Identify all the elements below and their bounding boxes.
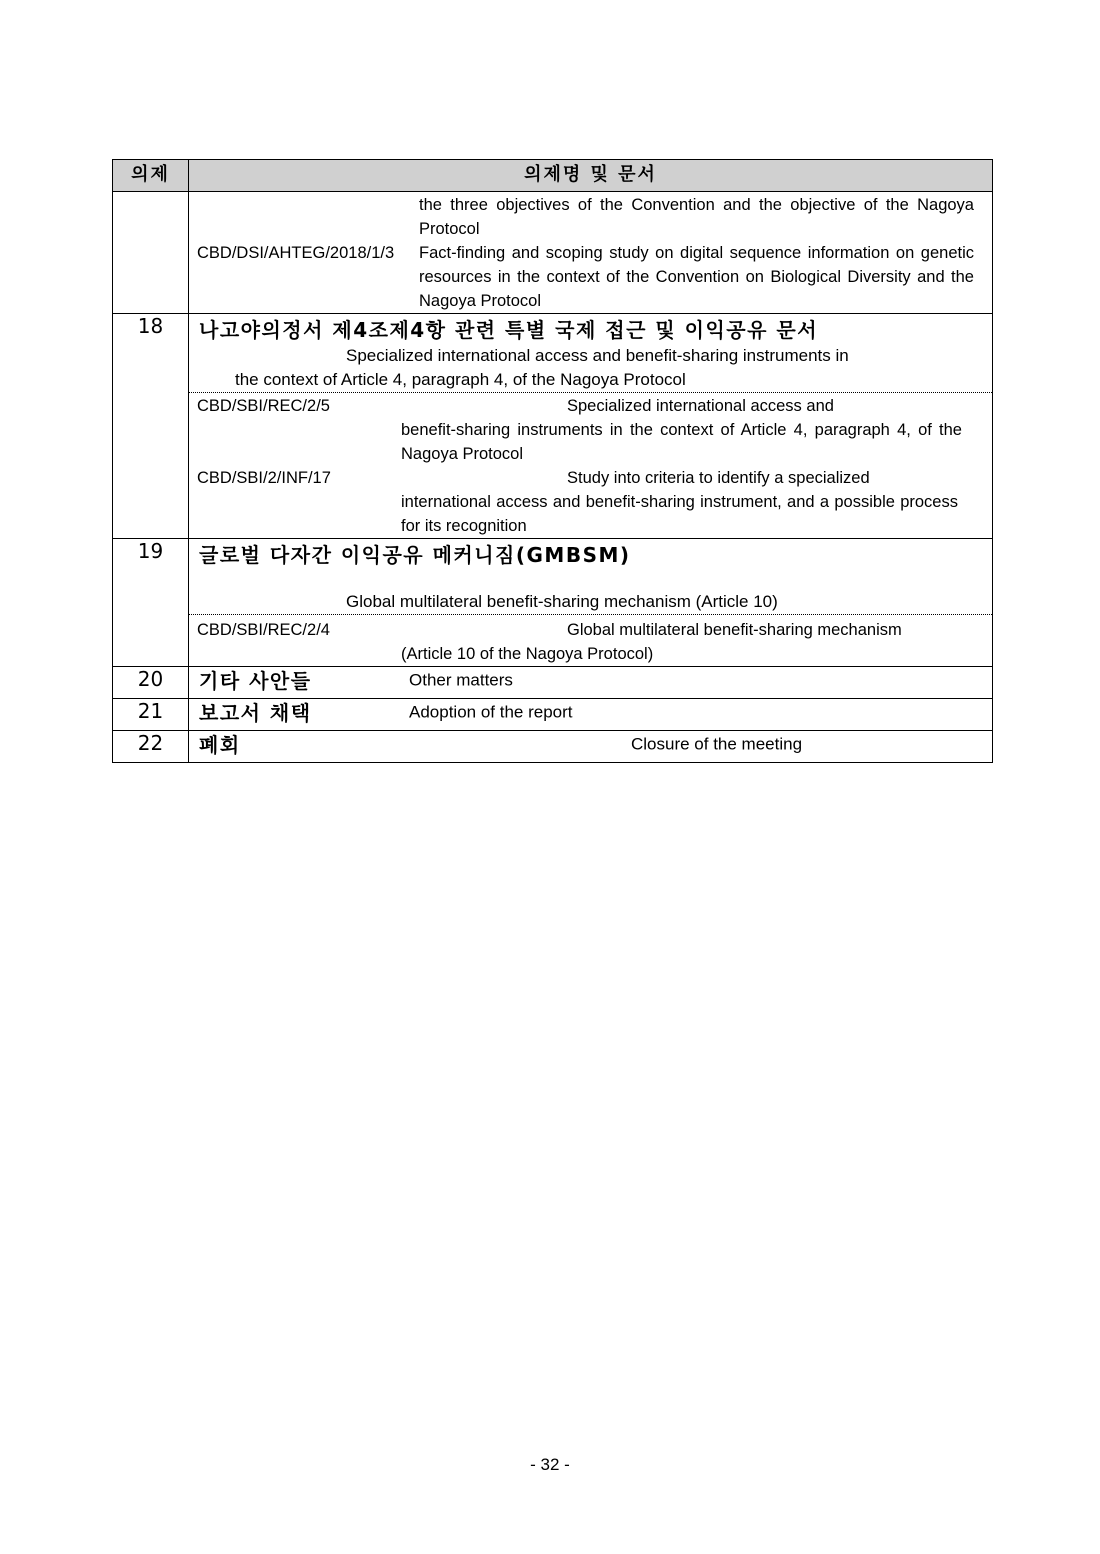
korean-title: 기타 사안들 [199,669,312,693]
agenda-number: 20 [113,667,189,699]
korean-title: 폐회 [199,733,241,757]
english-title-line2: the context of Article 4, paragraph 4, of the Nagoya Protocol [235,370,686,389]
doc-title: the three objectives of the Convention and the objective of the Nagoya Protocol [419,196,974,238]
agenda-table [112,159,993,763]
agenda-item-20 [189,667,993,699]
doc-title-rest: benefit-sharing instruments in the context of Article 4, paragraph 4, of the Nagoya Protocol [401,421,962,463]
doc-entry [189,466,992,490]
doc-entry-cont [189,490,992,538]
agenda-number: 18 [113,314,189,539]
agenda-item-22 [189,731,993,763]
doc-code: CBD/DSI/AHTEG/2018/1/3 [197,244,395,262]
english-title: Adoption of the report [409,702,573,722]
continuation-num [113,192,189,314]
doc-title-first: Global multilateral benefit-sharing mechanism [567,621,902,639]
korean-title: 나고야의정서 제4조제4항 관련 특별 국제 접근 및 이익공유 문서 [199,318,819,342]
doc-list [189,392,992,538]
agenda-number: 21 [113,699,189,731]
table-header-row [113,160,993,192]
header-num: 의제 [113,160,189,192]
page-number: - 32 - [530,1455,570,1474]
table-row [113,667,993,699]
agenda-number: 22 [113,731,189,763]
doc-title-first: Specialized international access and [567,397,834,415]
doc-title-first: Study into criteria to identify a specialized [567,469,870,487]
doc-entry-cont [189,418,992,466]
agenda-number: 19 [113,539,189,667]
doc-title-rest: international access and benefit-sharing instrument, and a possible process for its recognition [401,493,958,535]
doc-entry [189,618,992,642]
table-row [113,699,993,731]
agenda-item-18 [189,314,993,539]
table-row [113,314,993,539]
doc-entry-cont [189,642,992,666]
doc-entry [189,241,992,313]
doc-code: CBD/SBI/REC/2/4 [197,621,330,639]
english-title-line1: Specialized international access and benefit-sharing instruments in [346,346,849,365]
korean-title: 글로벌 다자간 이익공유 메커니짐(GMBSM) [199,543,631,567]
header-title: 의제명 및 문서 [189,160,993,192]
doc-title-rest: (Article 10 of the Nagoya Protocol) [401,645,654,663]
doc-entry [189,193,992,241]
korean-title: 보고서 채택 [199,701,312,725]
agenda-item-21 [189,699,993,731]
doc-title: Fact-finding and scoping study on digital sequence information on genetic resources in the context of the Convention on Biological Diversity and the Nagoya Protocol [419,244,974,310]
english-title: Global multilateral benefit-sharing mechanism (Article 10) [346,592,778,611]
agenda-item-19 [189,539,993,667]
english-title: Closure of the meeting [631,734,803,754]
table-row [113,192,993,314]
doc-code [197,193,419,241]
english-title: Other matters [409,670,513,690]
table-row [113,539,993,667]
continuation-docs [189,192,993,314]
doc-code: CBD/SBI/2/INF/17 [197,469,331,487]
doc-code: CBD/SBI/REC/2/5 [197,397,330,415]
doc-entry [189,394,992,418]
table-row [113,731,993,763]
doc-list [189,614,992,666]
